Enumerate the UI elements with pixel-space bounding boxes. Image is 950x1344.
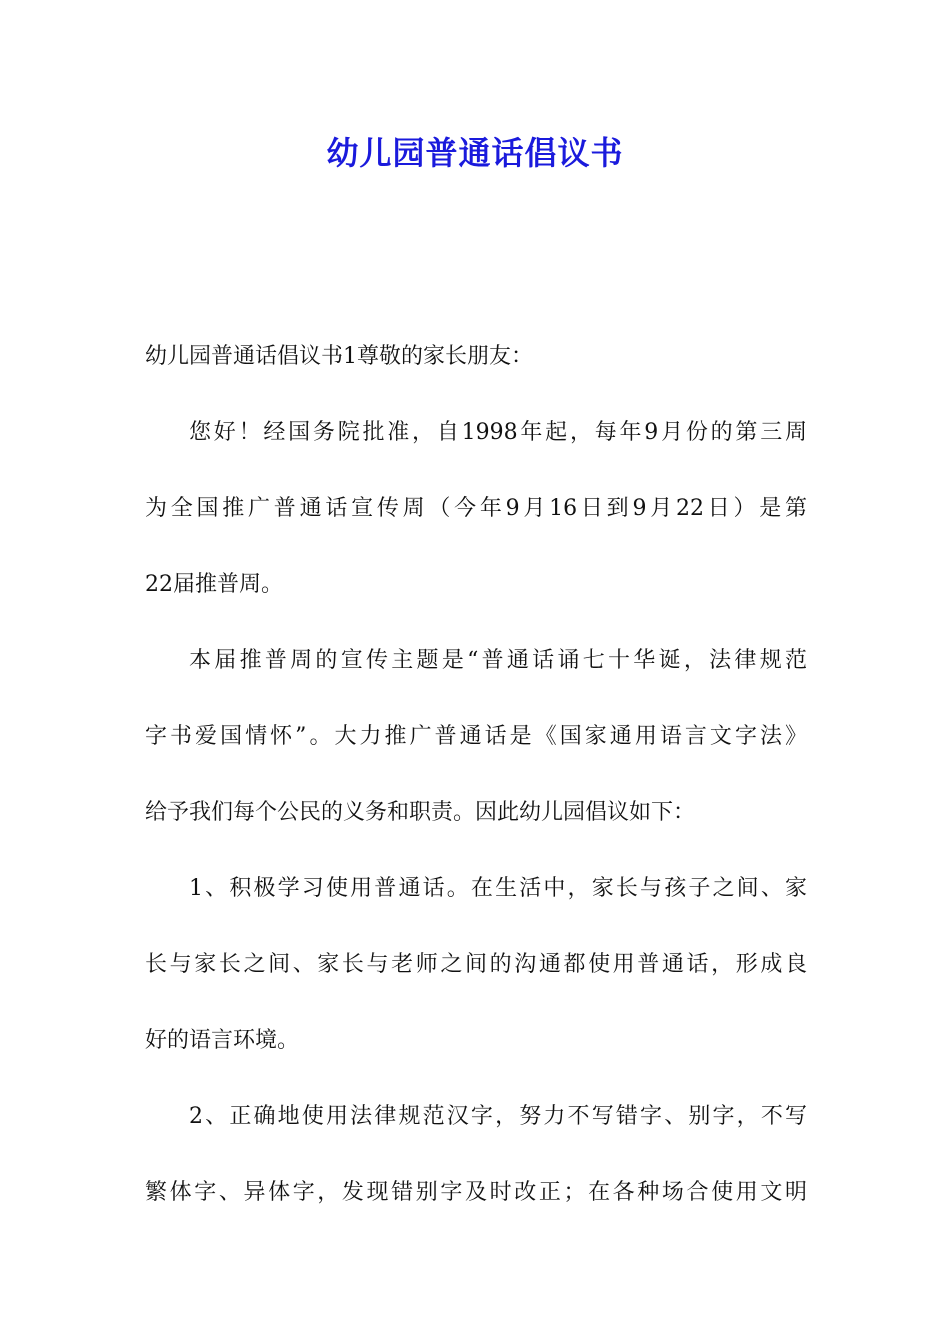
- paragraph-line: 1、积极学习使用普通话。在生活中，家长与孩子之间、家: [189, 876, 807, 901]
- paragraph-gap: [145, 832, 807, 870]
- paragraph-line: 本届推普周的宣传主题是“普通话诵七十华诞，法律规范: [189, 648, 807, 673]
- line-gap: [145, 908, 807, 946]
- paragraph-line: 2、正确地使用法律规范汉字，努力不写错字、别字，不写: [189, 1104, 807, 1129]
- paragraph-line: 为全国推广普通话宣传周（今年9月16日到9月22日）是第: [145, 496, 807, 521]
- salutation-line: 幼儿园普通话倡议书1尊敬的家长朋友：: [145, 344, 533, 369]
- paragraph-line: 繁体字、异体字，发现错别字及时改正；在各种场合使用文明: [145, 1180, 807, 1205]
- paragraph-gap: [145, 1060, 807, 1098]
- document-body: [145, 338, 807, 1212]
- line-gap: [145, 528, 807, 566]
- line-gap: [145, 756, 807, 794]
- paragraph-line: 长与家长之间、家长与老师之间的沟通都使用普通话，形成良: [145, 952, 807, 977]
- line-gap: [145, 452, 807, 490]
- paragraph-line: 字书爱国情怀”。大力推广普通话是《国家通用语言文字法》: [145, 724, 807, 749]
- paragraph-line: 给予我们每个公民的义务和职责。因此幼儿园倡议如下：: [145, 800, 696, 825]
- paragraph-gap: [145, 604, 807, 642]
- line-gap: [145, 1136, 807, 1174]
- paragraph-line: 您好！经国务院批准，自1998年起，每年9月份的第三周: [189, 420, 807, 445]
- paragraph-line: 22届推普周。: [145, 572, 283, 597]
- paragraph-line: 好的语言环境。: [145, 1028, 300, 1053]
- paragraph-gap: [145, 376, 807, 414]
- line-gap: [145, 680, 807, 718]
- page-title: 幼儿园普通话倡议书: [326, 134, 624, 172]
- line-gap: [145, 984, 807, 1022]
